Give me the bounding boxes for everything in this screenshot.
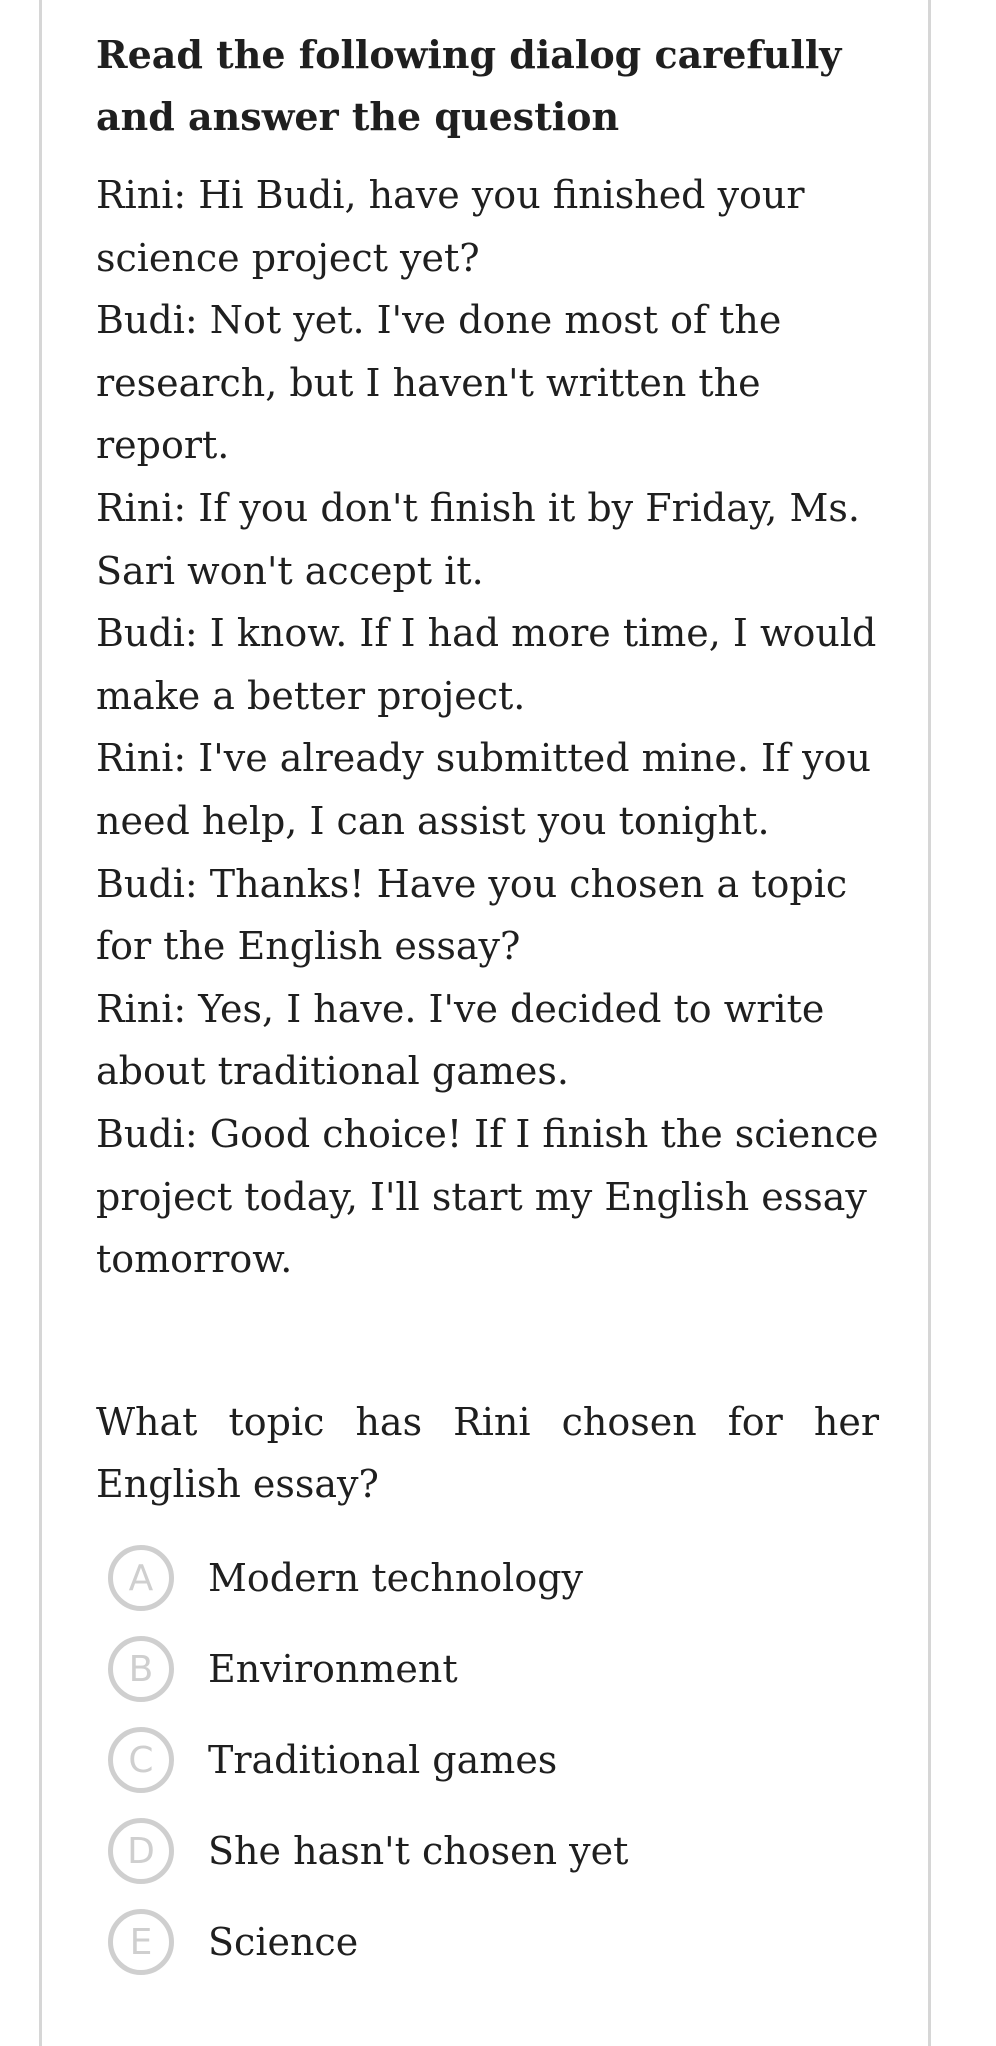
dialog-line: Budi: Thanks! Have you chosen a topic for the English essay? (96, 861, 848, 969)
dialog-line: Rini: Hi Budi, have you finished your science project yet? (96, 173, 805, 280)
answer-option-e[interactable] (96, 1897, 879, 1988)
answer-option-a[interactable] (96, 1533, 879, 1624)
dialog-line: Rini: I've already submitted mine. If you need help, I can assist you tonight. (96, 736, 871, 843)
dialog-line: Rini: If you don't finish it by Friday, Ms. Sari won't accept it. (96, 485, 860, 593)
option-text: Modern technology (208, 1556, 584, 1601)
option-letter-badge: E (108, 1909, 174, 1975)
answer-option-b[interactable] (96, 1624, 879, 1715)
dialog-line: Budi: Good choice! If I finish the science project today, I'll start my English essay tomorrow. (96, 1111, 879, 1282)
option-text: Science (208, 1920, 359, 1965)
answer-option-c[interactable] (96, 1715, 879, 1806)
option-letter-badge: C (108, 1727, 174, 1793)
option-letter-badge: D (108, 1818, 174, 1884)
dialog-block (96, 164, 879, 1291)
option-text: Traditional games (208, 1738, 558, 1783)
option-letter-badge: B (108, 1636, 174, 1702)
instruction-text: Read the following dialog carefully and answer the question (96, 32, 842, 139)
question-content (96, 24, 879, 1988)
dialog-line: Rini: Yes, I have. I've decided to write about traditional games. (96, 986, 825, 1094)
question-text: What topic has Rini chosen for her English essay? (96, 1399, 879, 1506)
answer-option-d[interactable] (96, 1806, 879, 1897)
answer-options (96, 1533, 879, 1988)
option-text: She hasn't chosen yet (208, 1829, 629, 1874)
option-letter-badge: A (108, 1545, 174, 1611)
option-text: Environment (208, 1647, 458, 1692)
dialog-line: Budi: I know. If I had more time, I would make a better project. (96, 611, 877, 718)
dialog-line: Budi: Not yet. I've done most of the research, but I haven't written the report. (96, 298, 782, 468)
